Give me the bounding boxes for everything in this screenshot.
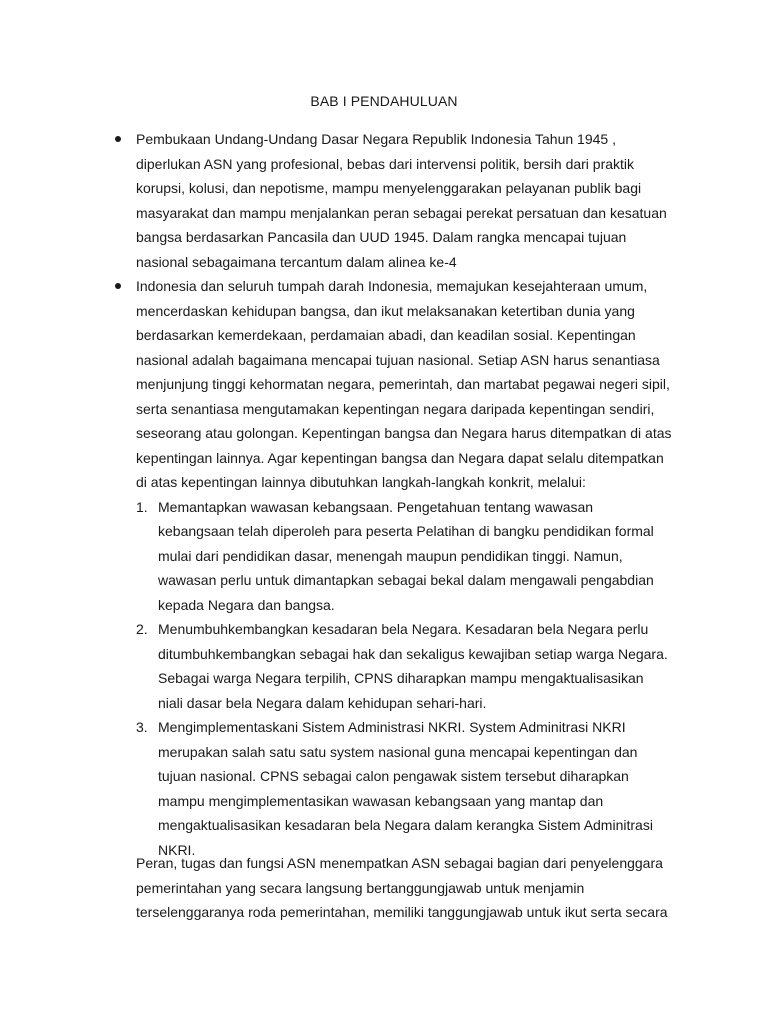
- page-title: BAB I PENDAHULUAN: [310, 93, 458, 109]
- numbered-list: [136, 495, 672, 863]
- bullet-icon: [115, 283, 121, 289]
- item-text: Memantapkan wawasan kebangsaan. Pengetahuan tentang wawasan kebangsaan telah diperoleh para peserta Pelatihan di bangku pendidikan formal mulai dari pendidikan dasar, menengah maupun pendidikan tinggi. Namun, wawasan perlu untuk dimantapkan sebagai bekal dalam mengawali pengabdian kepada Negara dan bangsa.: [158, 498, 654, 613]
- numbered-item-1: [136, 495, 672, 618]
- item-number: 3.: [136, 719, 148, 735]
- item-number: 2.: [136, 621, 148, 637]
- bullet-icon: [115, 136, 121, 142]
- item-number: 1.: [136, 498, 148, 515]
- closing-paragraph: Peran, tugas dan fungsi ASN menempatkan ASN sebagai bagian dari penyelenggara pemerintahan yang secara langsung bertanggungjawab untuk menjamin terselenggaranya roda pemerintahan, memiliki tanggungjawab untuk ikut serta secara: [136, 855, 668, 920]
- numbered-item-3: [136, 715, 672, 862]
- item-text: Menumbuhkembangkan kesadaran bela Negara. Kesadaran bela Negara perlu ditumbuhkembangkan sebagai hak dan sekaligus kewajiban setiap warga Negara. Sebagai warga Negara terpilih, CPNS diharapkan mampu mengaktualisasikan niali dasar bela Negara dalam kehidupan sehari-hari.: [158, 621, 668, 711]
- bullet-text: Pembukaan Undang-Undang Dasar Negara Republik Indonesia Tahun 1945 , diperlukan ASN yang profesional, bebas dari intervensi politik, bersih dari praktik korupsi, kolusi, dan nepotisme, mampu menyelenggarakan pelayanan publik bagi masyarakat dan mampu menjalankan peran sebagai perekat persatuan dan kesatuan bangsa berdasarkan Pancasila dan UUD 1945. Dalam rangka mencapai tujuan nasional sebagaimana tercantum dalam alinea ke-4: [136, 131, 667, 270]
- item-text: Mengimplementaskani Sistem Administrasi NKRI. System Adminitrasi NKRI merupakan salah satu satu system nasional guna mencapai kepentingan dan tujuan nasional. CPNS sebagai calon pengawak sistem tersebut diharapkan mampu mengimplementasikan wawasan kebangsaan yang mantap dan mengaktualisasikan kesadaran bela Negara dalam kerangka Sistem Adminitrasi NKRI.: [158, 719, 653, 858]
- numbered-item-2: [136, 617, 672, 715]
- bullet-item-2: [112, 274, 672, 862]
- bullet-list: [112, 127, 672, 862]
- bullet-item-1: [112, 127, 672, 274]
- bullet-text: Indonesia dan seluruh tumpah darah Indonesia, memajukan kesejahteraan umum, mencerdaskan kehidupan bangsa, dan ikut melaksanakan ketertiban dunia yang berdasarkan kemerdekaan, perdamaian abadi, dan keadilan sosial. Kepentingan nasional adalah bagaimana mencapai tujuan nasional. Setiap ASN harus senantiasa menjunjung tinggi kehormatan negara, pemerintah, dan martabat pegawai negeri sipil, serta senantiasa mengutamakan kepentingan negara daripada kepentingan sendiri, seseorang atau golongan. Kepentingan bangsa dan Negara harus ditempatkan di atas kepentingan lainnya. Agar kepentingan bangsa dan Negara dapat selalu ditempatkan di atas kepentingan lainnya dibutuhkan langkah-langkah konkrit, melalui:: [136, 278, 672, 490]
